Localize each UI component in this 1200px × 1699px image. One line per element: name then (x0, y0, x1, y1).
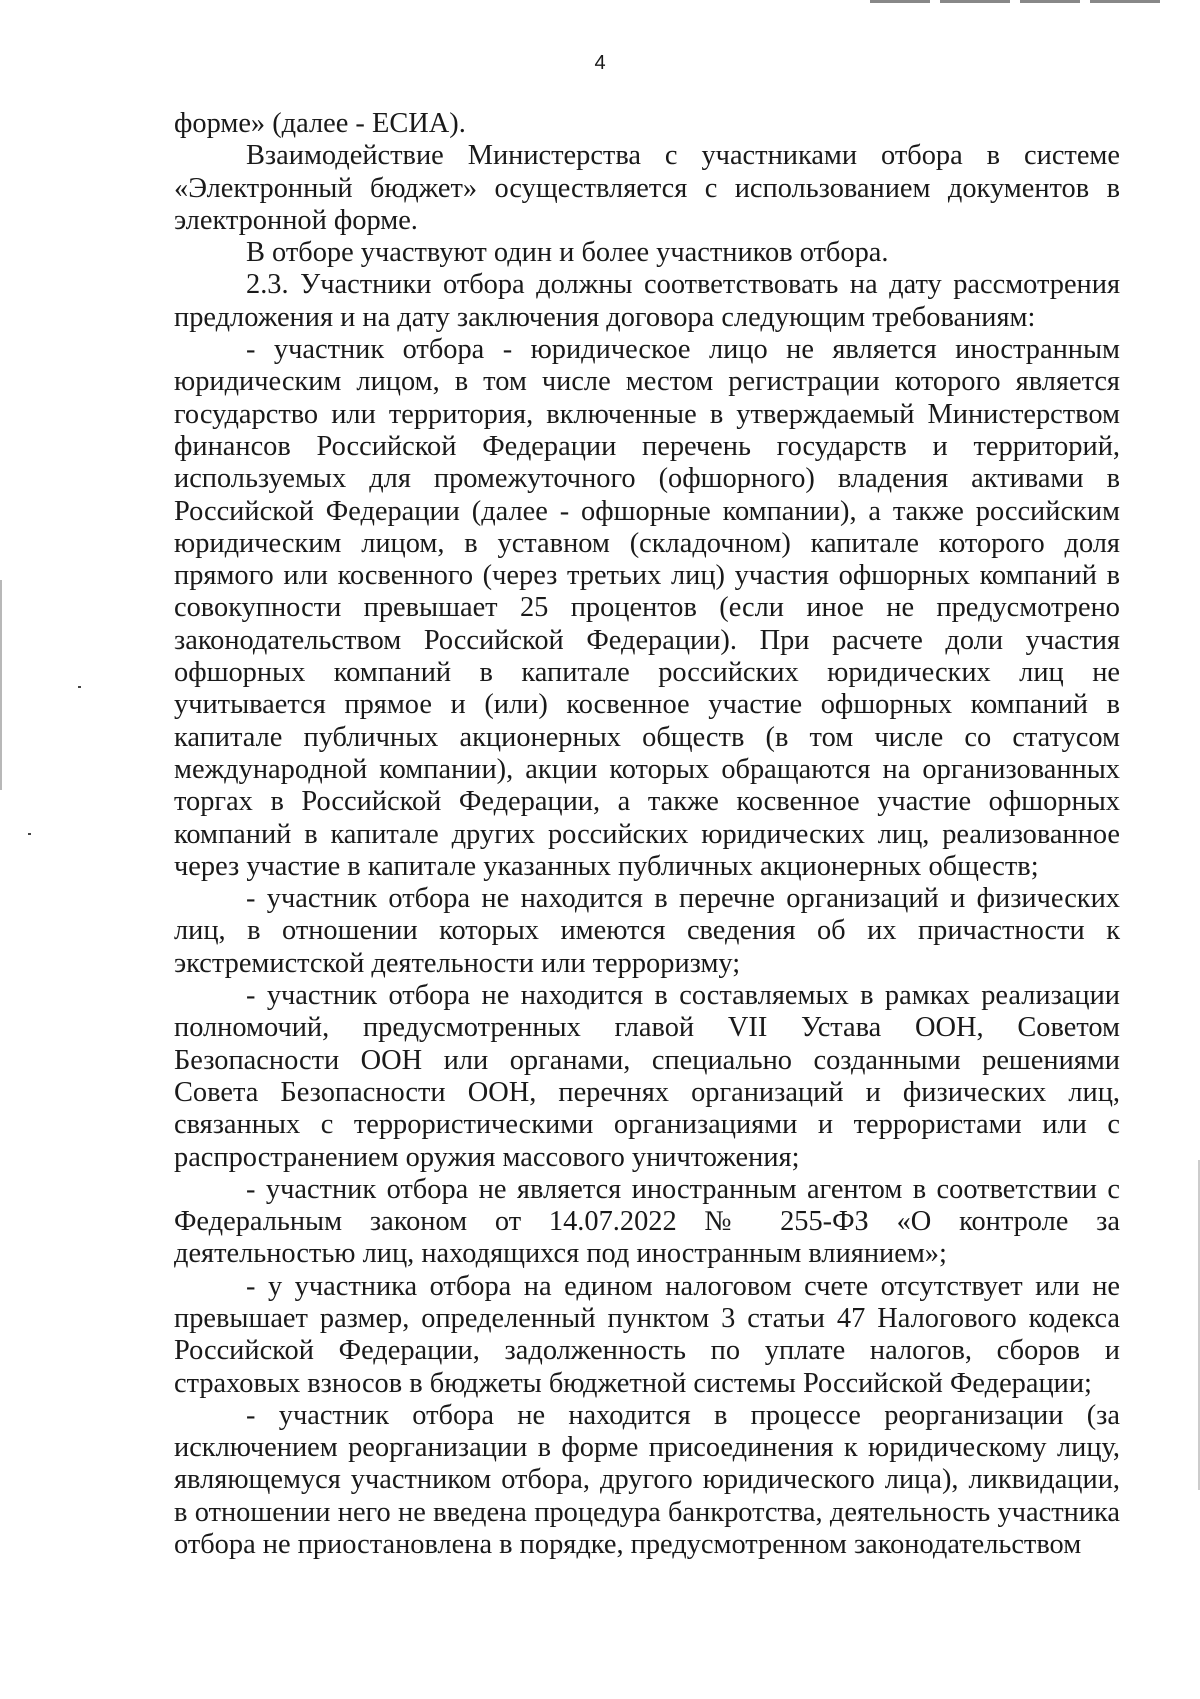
requirement-reorganization: - участник отбора не находится в процессе реорганизации (за исключением реорганизации в форме присоединения к юридическому лицу, являющемуся участником отбора, другого юридического лица), ликвидации, в отношении него не введена процедура банкротства, деятельность участника отбора не приостановлена в порядке, предусмотренном законодательством (174, 1399, 1120, 1561)
scan-dot (28, 833, 31, 835)
requirement-extremism-list: - участник отбора не находится в перечне организаций и физических лиц, в отношении которых имеются сведения об их причастности к экстремистской деятельности или терроризму; (174, 883, 1120, 979)
paragraph-clause-2-3: 2.3. Участники отбора должны соответствовать на дату рассмотрения предложения и на дату заключения договора следующим требованиям: (174, 269, 1120, 333)
page-number: 4 (594, 52, 606, 74)
requirement-foreign-agent: - участник отбора не является иностранным агентом в соответствии с Федеральным законом от 14.07.2022 № 255-ФЗ «О контроле за деятельностью лиц, находящихся под иностранным влиянием»; (174, 1173, 1120, 1270)
scan-artifact-top (870, 0, 1170, 3)
requirement-offshore: - участник отбора - юридическое лицо не является иностранным юридическим лицом, в том числе местом регистрации которого является государство или территория, включенные в утверждаемый Министерством финансов Российской Федерации перечень государств и территорий, используемых для промежуточного (офшорного) владения активами в Российской Федерации (далее - офшорные компании), а также российским юридическим лицом, в уставном (складочном) капитале которого доля прямого или косвенного (через третьих лиц) участия офшорных компаний в совокупности превышает 25 процентов (если иное не предусмотрено законодательством Российской Федерации). При расчете доли участия офшорных компаний в капитале российских юридических лиц не учитывается прямое и (или) косвенное участие офшорных компаний в капитале публичных акционерных обществ (в том числе со статусом международной компании), акции которых обращаются на организованных торгах в Российской Федерации, а также косвенное участие офшорных компаний в капитале других российских юридических лиц, реализованное через участие в капитале указанных публичных акционерных обществ; (174, 334, 1120, 882)
scan-artifact-left (0, 580, 2, 790)
requirement-un-sanctions: - участник отбора не находится в составляемых в рамках реализации полномочий, предусмотренных главой VII Устава ООН, Советом Безопасности ООН или органами, специально созданными решениями Совета Безопасности ООН, перечнях организаций и физических лиц, связанных с террористическими организациями и террористами или с распространением оружия массового уничтожения; (174, 980, 1120, 1173)
paragraph-participants-count: В отборе участвуют один и более участников отбора. (246, 237, 889, 269)
paragraph-esia-continuation: форме» (далее - ЕСИА). (174, 108, 466, 139)
scan-dot (78, 686, 81, 688)
requirement-tax-debt: - у участника отбора на едином налоговом счете отсутствует или не превышает размер, определенный пунктом 3 статьи 47 Налогового кодекса Российской Федерации, задолженность по уплате налогов, сборов и страховых взносов в бюджеты бюджетной системы Российской Федерации; (174, 1270, 1120, 1399)
document-body (174, 108, 1120, 1561)
paragraph-interaction: Взаимодействие Министерства с участниками отбора в системе «Электронный бюджет» осуществляется с использованием документов в электронной форме. (174, 140, 1120, 236)
